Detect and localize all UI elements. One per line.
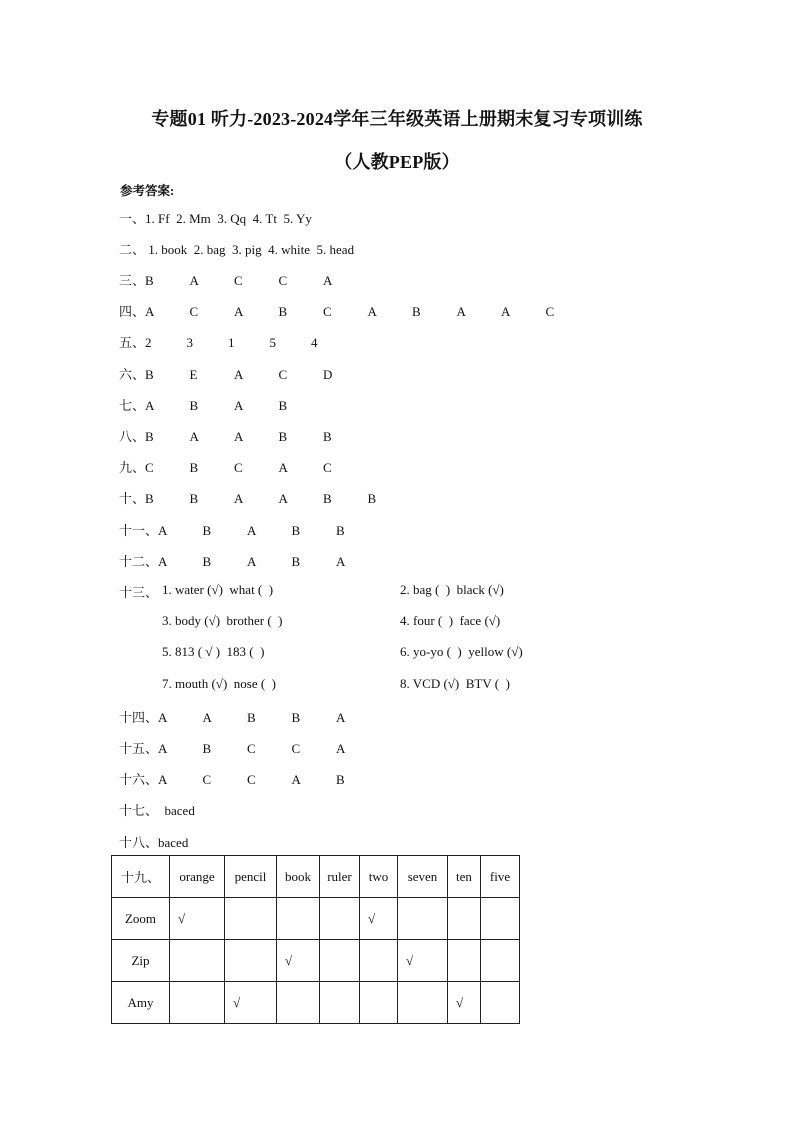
section-label: 六、 bbox=[119, 367, 146, 382]
section-label: 十五、 bbox=[119, 741, 159, 756]
check-cell: √ bbox=[170, 898, 225, 940]
answer-row bbox=[119, 239, 354, 259]
answer-value: B bbox=[291, 523, 301, 538]
choice-item: 3. body (√) brother ( ) bbox=[162, 613, 283, 628]
section-label: 十三、 bbox=[119, 585, 159, 600]
column-header: ruler bbox=[320, 856, 360, 898]
choice-item: 5. 813 ( √ ) 183 ( ) bbox=[162, 644, 265, 659]
table-row bbox=[112, 982, 520, 1024]
column-header: five bbox=[481, 856, 520, 898]
section-label: 十、 bbox=[119, 491, 146, 506]
check-cell bbox=[170, 940, 225, 982]
column-header: seven bbox=[398, 856, 448, 898]
check-cell bbox=[360, 982, 398, 1024]
answer-value: B bbox=[202, 523, 212, 538]
answer-value: C bbox=[278, 273, 288, 288]
answer-row bbox=[119, 800, 195, 820]
answer-value: B bbox=[145, 491, 154, 506]
answer-row bbox=[119, 426, 368, 446]
answer-row bbox=[119, 769, 381, 789]
answer-value: A bbox=[323, 273, 333, 288]
answer-row bbox=[119, 738, 381, 758]
answer-value: B bbox=[336, 523, 345, 538]
column-header: two bbox=[360, 856, 398, 898]
table-row bbox=[112, 898, 520, 940]
answer-value: B bbox=[145, 429, 154, 444]
check-cell bbox=[225, 940, 277, 982]
answer-value: A bbox=[234, 429, 244, 444]
section-label: 十四、 bbox=[119, 710, 159, 725]
answer-value: D bbox=[323, 367, 333, 382]
answer-value: A bbox=[278, 460, 288, 475]
answer-value: C bbox=[545, 304, 555, 319]
section-label: 十八、 bbox=[119, 835, 159, 850]
page-title: 专题01 听力-2023-2024学年三年级英语上册期末复习专项训练 bbox=[151, 109, 643, 129]
check-cell bbox=[481, 940, 520, 982]
answer-value: A bbox=[189, 429, 199, 444]
column-header: book bbox=[277, 856, 320, 898]
answer-table bbox=[111, 855, 520, 1024]
choice-item: 4. four ( ) face (√) bbox=[400, 613, 501, 628]
answer-value: 4 bbox=[311, 335, 318, 350]
section-label: 三、 bbox=[119, 273, 146, 288]
answer-row bbox=[119, 832, 188, 852]
check-cell: √ bbox=[277, 940, 320, 982]
answer-value: C bbox=[189, 304, 199, 319]
answer-value: A bbox=[234, 367, 244, 382]
answer-value: B bbox=[291, 710, 301, 725]
answer-value: C bbox=[291, 741, 301, 756]
section-label: 二、 bbox=[119, 242, 146, 257]
answer-row bbox=[119, 270, 368, 290]
answer-value: C bbox=[234, 460, 243, 475]
row-name: Zip bbox=[112, 940, 170, 982]
answer-value: 5 bbox=[269, 335, 277, 350]
answer-value: 3 bbox=[186, 335, 194, 350]
answer-value: C bbox=[323, 460, 332, 475]
answer-value: B bbox=[278, 429, 288, 444]
check-cell bbox=[448, 898, 481, 940]
answer-row bbox=[119, 551, 381, 571]
answer-row bbox=[119, 457, 368, 477]
answer-value: C bbox=[234, 273, 243, 288]
check-cell bbox=[398, 898, 448, 940]
column-header: ten bbox=[448, 856, 481, 898]
answer-value: E bbox=[189, 367, 198, 382]
answer-value: C bbox=[247, 741, 256, 756]
section-text: 1. book 2. bag 3. pig 4. white 5. head bbox=[145, 242, 355, 257]
answer-value: A bbox=[501, 304, 511, 319]
answer-value: B bbox=[145, 273, 154, 288]
answer-value: B bbox=[367, 491, 377, 506]
answer-value: A bbox=[158, 523, 168, 538]
check-cell bbox=[320, 982, 360, 1024]
answer-value: B bbox=[189, 491, 199, 506]
choice-item: 7. mouth (√) nose ( ) bbox=[162, 676, 277, 691]
column-header: pencil bbox=[225, 856, 277, 898]
answer-value: B bbox=[278, 304, 288, 319]
section-label: 五、 bbox=[119, 335, 146, 350]
choice-item: 2. bag ( ) black (√) bbox=[400, 582, 504, 597]
answer-value: A bbox=[291, 772, 301, 787]
answer-value: A bbox=[247, 523, 257, 538]
answer-value: A bbox=[158, 741, 168, 756]
answer-value: 1 bbox=[228, 335, 235, 350]
answer-value: A bbox=[336, 710, 346, 725]
check-cell bbox=[277, 982, 320, 1024]
section-label: 四、 bbox=[119, 304, 146, 319]
answer-value: C bbox=[247, 772, 256, 787]
answer-value: A bbox=[158, 554, 168, 569]
answer-value: A bbox=[189, 273, 199, 288]
answer-value: 2 bbox=[145, 335, 152, 350]
check-cell bbox=[481, 982, 520, 1024]
section-label: 七、 bbox=[119, 398, 146, 413]
answer-value: C bbox=[323, 304, 332, 319]
answer-value: B bbox=[291, 554, 301, 569]
check-cell bbox=[448, 940, 481, 982]
answer-value: A bbox=[278, 491, 288, 506]
answer-row bbox=[119, 332, 353, 352]
check-cell bbox=[170, 982, 225, 1024]
answer-row bbox=[119, 520, 381, 540]
answer-value: B bbox=[189, 398, 199, 413]
section-label: 十七、 bbox=[119, 803, 159, 818]
answer-row bbox=[119, 488, 412, 508]
answer-value: A bbox=[234, 304, 244, 319]
answer-value: A bbox=[456, 304, 466, 319]
check-cell bbox=[225, 898, 277, 940]
check-cell bbox=[398, 982, 448, 1024]
section-label: 十六、 bbox=[119, 772, 159, 787]
answer-value: A bbox=[234, 398, 244, 413]
page-subtitle: （人教PEP版） bbox=[334, 152, 460, 172]
answer-value: A bbox=[202, 710, 212, 725]
section-label: 一、 bbox=[119, 211, 146, 226]
check-cell: √ bbox=[360, 898, 398, 940]
table-row bbox=[112, 940, 520, 982]
answer-value: A bbox=[234, 491, 244, 506]
answer-value: A bbox=[367, 304, 377, 319]
answer-value: A bbox=[145, 304, 155, 319]
choice-item: 1. water (√) what ( ) bbox=[162, 582, 274, 597]
answer-value: A bbox=[247, 554, 257, 569]
answer-value: A bbox=[158, 772, 168, 787]
section-label: 十一、 bbox=[119, 523, 159, 538]
answer-value: C bbox=[202, 772, 212, 787]
answer-value: B bbox=[278, 398, 288, 413]
choice-item: 8. VCD (√) BTV ( ) bbox=[400, 676, 510, 691]
answer-value: A bbox=[336, 554, 346, 569]
answer-value: B bbox=[202, 741, 212, 756]
row-name: Zoom bbox=[112, 898, 170, 940]
check-cell bbox=[320, 898, 360, 940]
choice-item: 6. yo-yo ( ) yellow (√) bbox=[400, 644, 523, 659]
answer-value: B bbox=[323, 429, 332, 444]
check-cell bbox=[360, 940, 398, 982]
check-cell: √ bbox=[398, 940, 448, 982]
column-header: orange bbox=[170, 856, 225, 898]
answer-value: B bbox=[189, 460, 199, 475]
answer-value: A bbox=[158, 710, 168, 725]
check-cell bbox=[277, 898, 320, 940]
section-label: 十二、 bbox=[119, 554, 159, 569]
answer-value: B bbox=[323, 491, 332, 506]
section-text: baced bbox=[158, 803, 195, 818]
section-label: 九、 bbox=[119, 460, 146, 475]
answer-value: B bbox=[202, 554, 212, 569]
answer-value: C bbox=[145, 460, 154, 475]
check-cell: √ bbox=[448, 982, 481, 1024]
table-header-row bbox=[112, 856, 520, 898]
check-cell bbox=[320, 940, 360, 982]
section-text: 1. Ff 2. Mm 3. Qq 4. Tt 5. Yy bbox=[145, 211, 312, 226]
answer-value: B bbox=[336, 772, 345, 787]
table-corner-label: 十九、 bbox=[112, 856, 170, 898]
check-cell bbox=[481, 898, 520, 940]
reference-answers-label: 参考答案: bbox=[120, 184, 175, 198]
answer-row bbox=[119, 364, 368, 384]
answer-value: B bbox=[412, 304, 421, 319]
answer-value: C bbox=[278, 367, 288, 382]
answer-value: B bbox=[247, 710, 256, 725]
section-text: baced bbox=[158, 835, 189, 850]
answer-value: B bbox=[145, 367, 154, 382]
section-label: 八、 bbox=[119, 429, 146, 444]
answer-row bbox=[119, 707, 381, 727]
answer-value: A bbox=[145, 398, 155, 413]
answer-row bbox=[119, 395, 323, 415]
answer-row bbox=[119, 208, 312, 228]
answer-row bbox=[119, 301, 590, 321]
check-cell: √ bbox=[225, 982, 277, 1024]
row-name: Amy bbox=[112, 982, 170, 1024]
answer-value: A bbox=[336, 741, 346, 756]
